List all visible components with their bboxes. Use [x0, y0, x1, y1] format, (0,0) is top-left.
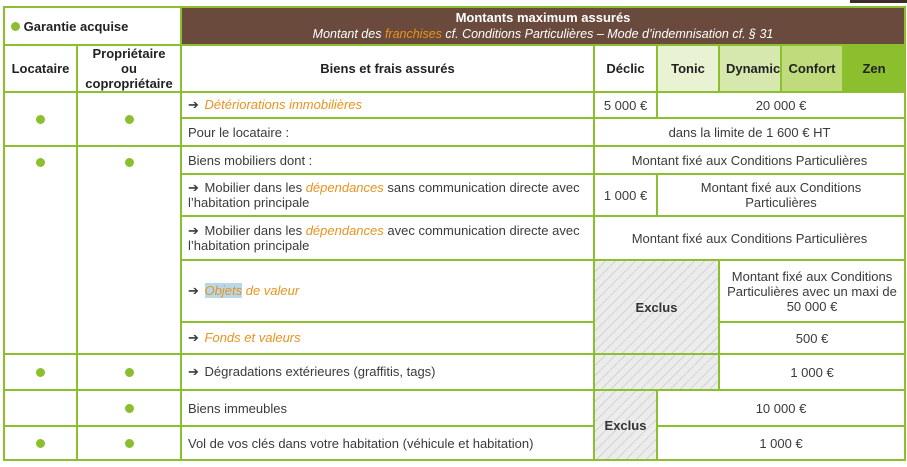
label-cell — [181, 92, 594, 118]
garantie-acquise-cell — [4, 7, 181, 45]
arrow-icon: ➔ — [188, 364, 199, 379]
locataire-cell — [4, 426, 77, 460]
others-value: Montant fixé aux Conditions Particulières — [657, 174, 905, 216]
label-cell: ➔ Dégradations extérieures (graffitis, tags) — [181, 354, 594, 390]
fonds-valeurs-link[interactable]: Fonds et valeurs — [204, 330, 301, 345]
label-cell: ➔ Mobilier dans les dépendances avec communication directe avec l’habitation principale — [181, 216, 594, 260]
declic-value: 1 000 € — [594, 174, 657, 216]
proprietaire-cell — [77, 92, 181, 146]
locataire-cell — [4, 146, 77, 354]
check-dot-icon — [36, 158, 45, 167]
header-row-1 — [4, 7, 905, 45]
label-cell — [181, 322, 594, 354]
arrow-icon: ➔ — [188, 330, 199, 345]
label-cell: ➔ Objets de valeur — [181, 260, 594, 322]
exclus-cell: Exclus — [594, 390, 657, 460]
value-cell: Montant fixé aux Conditions Particulières — [594, 216, 905, 260]
montants-subtitle: Montant des franchises cf. Conditions Particulières – Mode d’indemnisation cf. § 31 — [312, 27, 774, 41]
value-cell: Montant fixé aux Conditions Particulières avec un maxi de 50 000 € — [719, 260, 905, 322]
arrow-icon: ➔ — [188, 223, 199, 238]
value-cell: Montant fixé aux Conditions Particulières — [594, 146, 905, 174]
check-dot-icon — [125, 115, 134, 124]
others-value: 20 000 € — [657, 92, 905, 118]
col-header-tonic: Tonic — [657, 45, 719, 92]
locataire-cell — [4, 354, 77, 390]
table-row — [4, 146, 905, 174]
check-dot-icon — [125, 368, 134, 377]
locataire-cell — [4, 390, 77, 426]
col-header-proprietaire: Propriétaire ou copropriétaire — [77, 45, 181, 92]
check-dot-icon — [125, 158, 134, 167]
col-header-zen: Zen — [843, 45, 905, 92]
check-dot-icon — [125, 439, 134, 448]
bullet-icon — [11, 22, 20, 31]
locataire-cell — [4, 92, 77, 146]
label-cell: Biens mobiliers dont : — [181, 146, 594, 174]
header-row-2 — [4, 45, 905, 92]
value-cell: 1 000 € — [719, 354, 905, 390]
check-dot-icon — [125, 404, 134, 413]
label-cell: Pour le locataire : — [181, 118, 594, 146]
arrow-icon: ➔ — [188, 283, 199, 298]
value-cell: 500 € — [719, 322, 905, 354]
franchises-link[interactable]: franchises — [384, 27, 442, 41]
label-cell: ➔ Mobilier dans les dépendances sans communication directe avec l’habitation principale — [181, 174, 594, 216]
montants-title: Montants maximum assurés — [455, 10, 631, 25]
value-cell: 1 000 € — [657, 426, 905, 460]
col-header-dynamic: Dynamic — [719, 45, 781, 92]
arrow-icon: ➔ — [188, 97, 199, 112]
table-row — [4, 390, 905, 426]
check-dot-icon — [36, 439, 45, 448]
deteriorations-link[interactable]: Détériorations immobilières — [204, 97, 363, 112]
table-row — [4, 354, 905, 390]
arrow-icon: ➔ — [188, 180, 199, 195]
objets-link[interactable]: Objets — [204, 283, 243, 298]
garantie-acquise-label: Garantie acquise — [23, 18, 129, 34]
check-dot-icon — [36, 115, 45, 124]
table-row — [4, 426, 905, 460]
guarantee-table-container — [3, 6, 906, 461]
exclus-cell: Exclus — [594, 260, 719, 354]
col-header-declic: Déclic — [594, 45, 657, 92]
dependances-link[interactable]: dépendances — [305, 223, 384, 238]
dependances-link[interactable]: dépendances — [305, 180, 384, 195]
montants-header — [181, 7, 905, 45]
col-header-biens: Biens et frais assurés — [181, 45, 594, 92]
guarantee-table — [3, 6, 906, 461]
col-header-confort: Confort — [781, 45, 843, 92]
label-cell: Biens immeubles — [181, 390, 594, 426]
value-cell: dans la limite de 1 600 € HT — [594, 118, 905, 146]
check-dot-icon — [36, 368, 45, 377]
proprietaire-cell — [77, 354, 181, 390]
proprietaire-cell — [77, 426, 181, 460]
top-edge-bar — [850, 0, 907, 3]
hatched-cell — [594, 354, 719, 390]
declic-value: 5 000 € — [594, 92, 657, 118]
proprietaire-cell — [77, 146, 181, 354]
col-header-locataire: Locataire — [4, 45, 77, 92]
value-cell: 10 000 € — [657, 390, 905, 426]
label-cell: Vol de vos clés dans votre habitation (véhicule et habitation) — [181, 426, 594, 460]
proprietaire-cell — [77, 390, 181, 426]
table-row — [4, 92, 905, 118]
